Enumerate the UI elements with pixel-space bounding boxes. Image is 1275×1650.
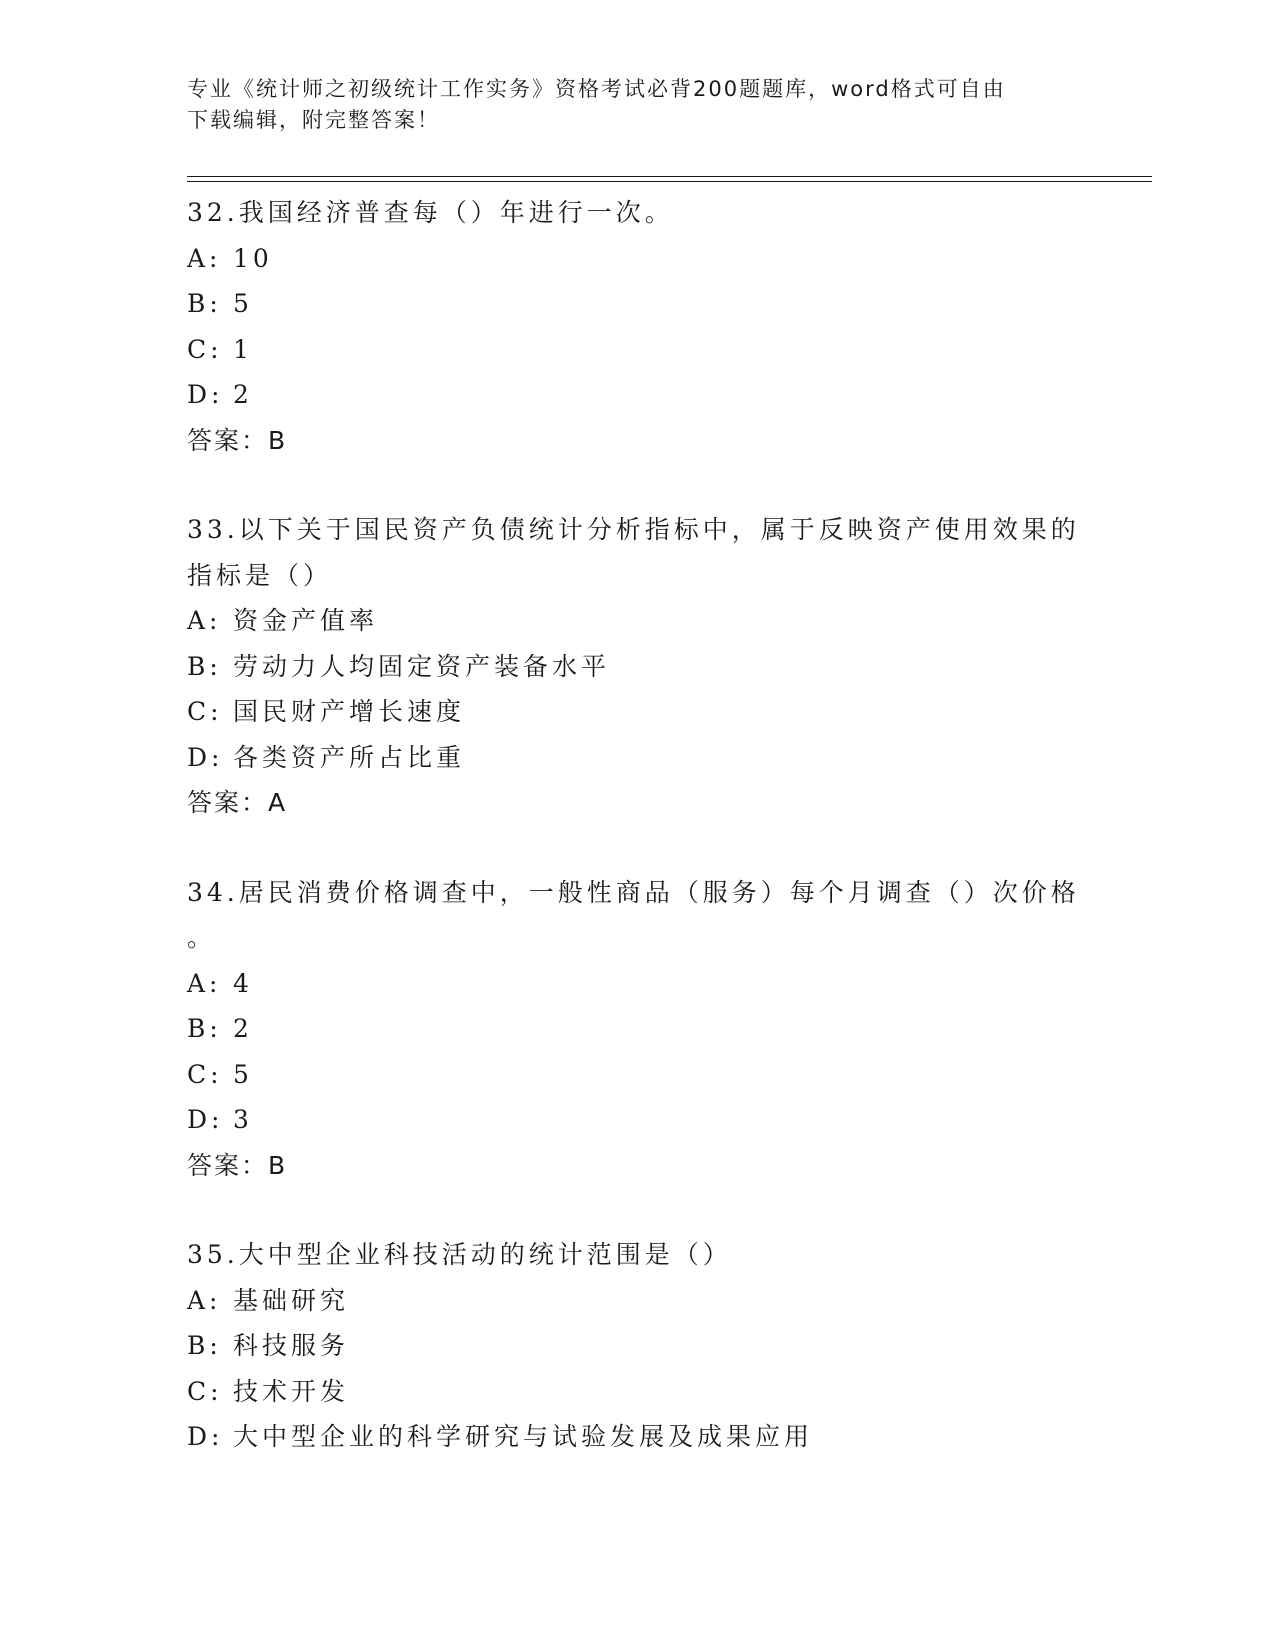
option-key: A: [187, 243, 222, 273]
option-d [187, 1097, 1087, 1143]
stem-line: 35.大中型企业科技活动的统计范围是（） [187, 1240, 732, 1269]
option-key: C: [187, 334, 223, 364]
option-b [187, 1006, 1087, 1052]
answer-label: 答案：B [187, 425, 288, 455]
option-key: D: [187, 1422, 224, 1451]
header-divider-top [187, 176, 1152, 177]
option-b [187, 281, 1087, 327]
stem-line: 33.以下关于国民资产负债统计分析指标中，属于反映资产使用效果的 [187, 515, 1080, 544]
option-key: D: [187, 1105, 224, 1134]
answer-label: 答案：B [187, 1150, 288, 1180]
option-text: 5 [233, 289, 253, 318]
option-key: A: [187, 1285, 222, 1315]
option-key: B: [187, 1014, 222, 1043]
option-text: 基础研究 [233, 1285, 350, 1315]
header-divider-bottom [187, 181, 1152, 182]
option-text: 5 [233, 1059, 253, 1089]
option-text: 资金产值率 [233, 606, 379, 635]
option-a [187, 598, 1087, 644]
option-text: 各类资产所占比重 [233, 742, 466, 772]
document-header [187, 74, 1067, 136]
option-b [187, 644, 1087, 690]
option-text: 技术开发 [233, 1376, 350, 1406]
option-key: C: [187, 1059, 223, 1089]
stem-line: 指标是（） [187, 560, 333, 590]
option-c [187, 327, 1087, 373]
option-text: 科技服务 [233, 1331, 350, 1360]
option-key: B: [187, 1331, 222, 1360]
option-text: 大中型企业的科学研究与试验发展及成果应用 [233, 1422, 814, 1451]
option-key: C: [187, 697, 223, 726]
option-key: A: [187, 606, 222, 635]
question-35 [187, 1232, 1087, 1460]
header-line-1: 专业《统计师之初级统计工作实务》资格考试必背200题题库，word格式可自由 [187, 77, 1006, 101]
option-a [187, 1278, 1087, 1324]
option-text: 10 [233, 243, 273, 273]
option-c [187, 1369, 1087, 1415]
answer-label: 答案：A [187, 788, 288, 817]
stem-line: 32.我国经济普查每（）年进行一次。 [187, 198, 674, 227]
question-33 [187, 507, 1087, 826]
option-text: 2 [233, 380, 253, 409]
question-32 [187, 190, 1087, 463]
option-text: 1 [233, 334, 253, 364]
option-text: 3 [233, 1105, 253, 1134]
question-stem [187, 190, 1087, 236]
option-key: B: [187, 289, 222, 318]
option-d [187, 1414, 1087, 1460]
header-line-2: 下载编辑，附完整答案！ [187, 108, 440, 132]
question-34 [187, 870, 1087, 1189]
stem-line: 34.居民消费价格调查中，一般性商品（服务）每个月调查（）次价格 [187, 877, 1080, 907]
question-stem [187, 1232, 1087, 1278]
option-a [187, 236, 1087, 282]
option-key: D: [187, 380, 224, 409]
option-text: 2 [233, 1014, 253, 1043]
option-key: C: [187, 1376, 223, 1406]
option-key: D: [187, 742, 224, 772]
option-d [187, 735, 1087, 781]
option-c [187, 1052, 1087, 1098]
option-text: 劳动力人均固定资产装备水平 [233, 651, 611, 681]
option-text: 4 [233, 968, 253, 998]
option-b [187, 1323, 1087, 1369]
stem-line: 。 [187, 923, 217, 952]
option-key: B: [187, 651, 222, 681]
option-text: 国民财产增长速度 [233, 697, 466, 726]
option-a [187, 961, 1087, 1007]
question-list [187, 190, 1087, 1504]
option-key: A: [187, 968, 222, 998]
option-c [187, 689, 1087, 735]
option-d [187, 372, 1087, 418]
question-stem [187, 870, 1087, 961]
question-stem [187, 507, 1087, 598]
